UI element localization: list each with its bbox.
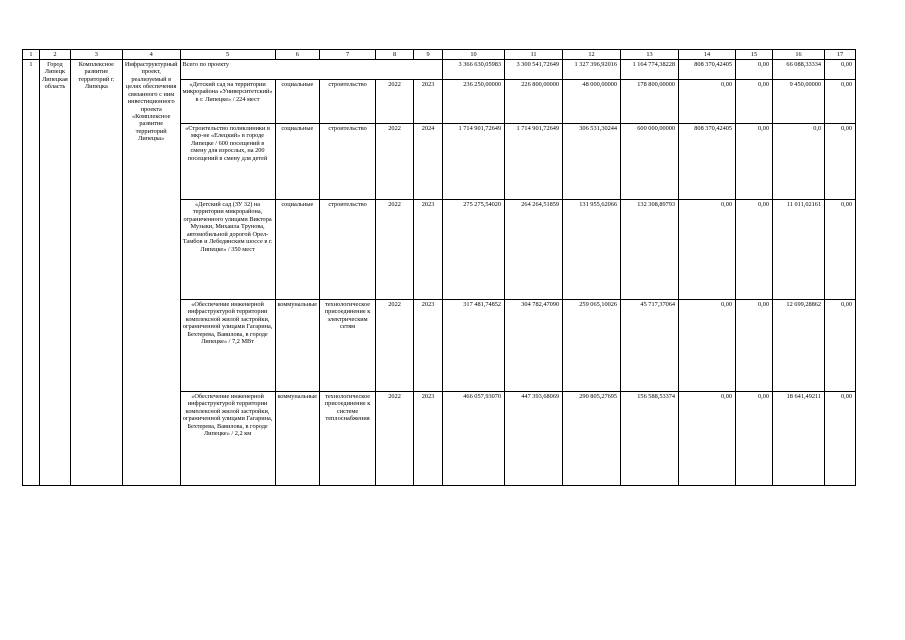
cell-c11: 1 714 901,72649 (505, 124, 563, 200)
cell-c12: 48 000,00000 (563, 80, 621, 124)
total-row (23, 60, 856, 80)
total-c17: 0,00 (825, 60, 856, 80)
total-c15: 0,00 (736, 60, 773, 80)
year-end: 2023 (414, 300, 443, 392)
cell-c17: 0,00 (825, 124, 856, 200)
total-label: Всего по проекту (180, 60, 443, 80)
cell-c14: 0,00 (679, 80, 736, 124)
column-number-row (23, 50, 856, 60)
work-type: строительство (320, 80, 376, 124)
object-name: «Детский сад (ЗУ 32) на территории микрорайона, ограниченного улицами Виктора Музыки, Михаила Трунова, автомобильной дорогой Орел-Тамбов и Лебедянским шоссе в г. Липецке» / 350 мест (180, 200, 275, 300)
cell-c16: 18 641,49211 (773, 392, 825, 486)
col-num: 3 (70, 50, 122, 60)
cell-c10: 317 481,74852 (443, 300, 505, 392)
cell-c10: 236 250,00000 (443, 80, 505, 124)
object-kind: социальные (275, 80, 320, 124)
cell-c10: 466 057,93070 (443, 392, 505, 486)
cell-c10: 1 714 901,72649 (443, 124, 505, 200)
object-name: «Строительство поликлиники в мкр-не «Елецкий» в городе Липецке / 600 посещений в смену для взрослых, на 200 посещений в смену для детей (180, 124, 275, 200)
cell-c12: 259 065,10026 (563, 300, 621, 392)
cell-c13: 178 800,00000 (621, 80, 679, 124)
cell-c13: 600 000,00000 (621, 124, 679, 200)
year-start: 2022 (376, 200, 414, 300)
total-c12: 1 327 396,92016 (563, 60, 621, 80)
object-name: «Детский сад на территории микрорайона «Университетский» в г. Липецке» / 224 мест (180, 80, 275, 124)
cell-c12: 306 531,30244 (563, 124, 621, 200)
cell-c15: 0,00 (736, 300, 773, 392)
col-num: 4 (122, 50, 180, 60)
cell-c12: 290 805,27695 (563, 392, 621, 486)
col-num: 10 (443, 50, 505, 60)
col-num: 8 (376, 50, 414, 60)
object-kind: социальные (275, 200, 320, 300)
cell-c11: 447 393,68069 (505, 392, 563, 486)
col-num: 2 (40, 50, 71, 60)
year-end: 2023 (414, 392, 443, 486)
col-num: 14 (679, 50, 736, 60)
object-kind: коммунальные (275, 300, 320, 392)
cell-c16: 0,0 (773, 124, 825, 200)
col-num: 7 (320, 50, 376, 60)
object-kind: коммунальные (275, 392, 320, 486)
cell-c12: 131 955,62066 (563, 200, 621, 300)
year-end: 2023 (414, 80, 443, 124)
cell-c15: 0,00 (736, 124, 773, 200)
col-num: 12 (563, 50, 621, 60)
total-c11: 3 300 541,72649 (505, 60, 563, 80)
col-num: 11 (505, 50, 563, 60)
year-start: 2022 (376, 80, 414, 124)
cell-c15: 0,00 (736, 392, 773, 486)
year-start: 2022 (376, 124, 414, 200)
year-end: 2023 (414, 200, 443, 300)
investment-table (22, 49, 856, 486)
total-c16: 66 088,33334 (773, 60, 825, 80)
year-end: 2024 (414, 124, 443, 200)
col-num: 1 (23, 50, 40, 60)
cell-c13: 156 588,53374 (621, 392, 679, 486)
col-num: 13 (621, 50, 679, 60)
cell-c14: 0,00 (679, 300, 736, 392)
cell-c11: 226 800,00000 (505, 80, 563, 124)
year-start: 2022 (376, 392, 414, 486)
cell-c14: 808 370,42405 (679, 124, 736, 200)
object-name: «Обеспечение инженерной инфраструктурой территории комплексной жилой застройки, ограниченной улицами Гагарина, Бехтерева, Вавилова, в городе Липецке» / 2,2 км (180, 392, 275, 486)
object-kind: социальные (275, 124, 320, 200)
col-num: 15 (736, 50, 773, 60)
cell-c16: 9 450,00000 (773, 80, 825, 124)
cell-c14: 0,00 (679, 200, 736, 300)
cell-c17: 0,00 (825, 392, 856, 486)
cell-c13: 45 717,37064 (621, 300, 679, 392)
cell-c17: 0,00 (825, 200, 856, 300)
object-name: «Обеспечение инженерной инфраструктурой территории комплексной жилой застройки, ограниченной улицами Гагарина, Бехтерева, Вавилова, в городе Липецке» / 7,2 МВт (180, 300, 275, 392)
total-c13: 1 164 774,38228 (621, 60, 679, 80)
cell-c15: 0,00 (736, 200, 773, 300)
col-num: 5 (180, 50, 275, 60)
cell-c15: 0,00 (736, 80, 773, 124)
work-type: строительство (320, 200, 376, 300)
cell-c10: 275 275,54020 (443, 200, 505, 300)
work-type: технологическое присоединение к системе теплоснабжения (320, 392, 376, 486)
cell-c16: 12 699,28862 (773, 300, 825, 392)
cell-c14: 0,00 (679, 392, 736, 486)
program-cell: Комплексное развитие территорий г. Липецка (70, 60, 122, 486)
infra-type-cell: Инфраструктурный проект, реализуемый в целях обеспечения связанного с ним инвестиционного проекта «Комплексное развитие территорий Липецка» (122, 60, 180, 486)
total-c14: 808 370,42405 (679, 60, 736, 80)
region-cell: Город Липецк Липецкая область (40, 60, 71, 486)
col-num: 17 (825, 50, 856, 60)
cell-c17: 0,00 (825, 80, 856, 124)
total-c10: 3 366 630,05983 (443, 60, 505, 80)
col-num: 9 (414, 50, 443, 60)
work-type: строительство (320, 124, 376, 200)
cell-c13: 132 308,89793 (621, 200, 679, 300)
cell-c16: 11 011,02161 (773, 200, 825, 300)
cell-c11: 264 264,51859 (505, 200, 563, 300)
col-num: 6 (275, 50, 320, 60)
year-start: 2022 (376, 300, 414, 392)
row-number: 1 (23, 60, 40, 486)
col-num: 16 (773, 50, 825, 60)
cell-c17: 0,00 (825, 300, 856, 392)
work-type: технологическое присоединение к электрическим сетям (320, 300, 376, 392)
cell-c11: 304 782,47090 (505, 300, 563, 392)
